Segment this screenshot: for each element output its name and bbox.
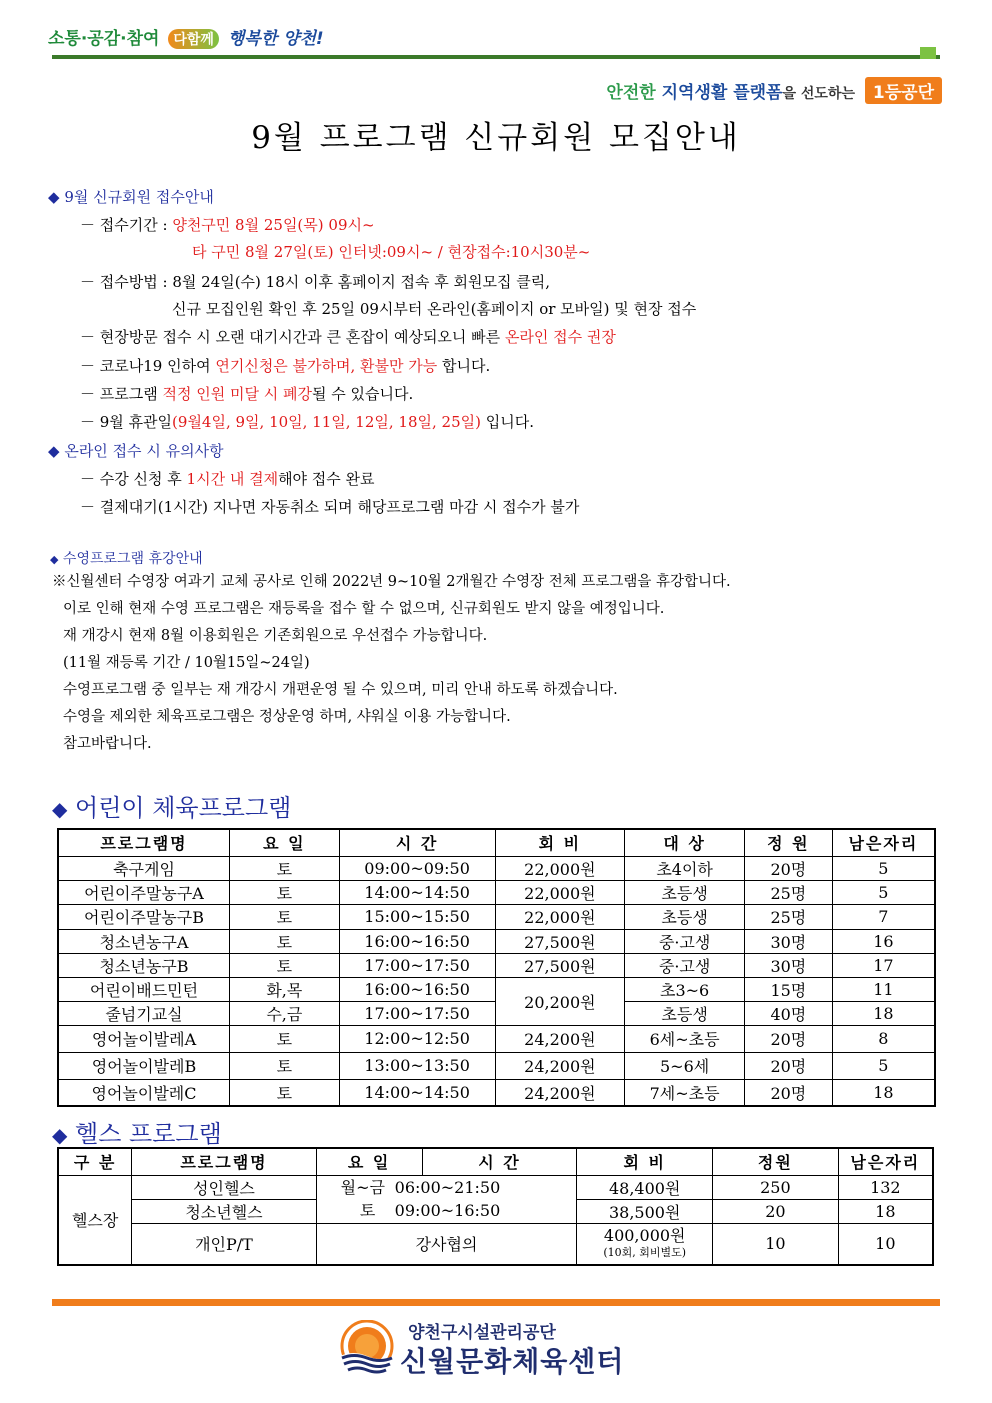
table-row: 어린이주말농구A 토 14:00~14:50 22,000원 초등생 25명 5	[58, 880, 935, 904]
section-1-heading: ◆ 9월 신규회원 접수안내	[48, 188, 214, 206]
header-cell: 요 일	[229, 829, 339, 856]
motto	[606, 77, 942, 104]
header-cell: 정 원	[744, 829, 832, 856]
motto-3: 을 선도하는	[782, 86, 855, 102]
online-line-1: － 수강 신청 후 1시간 내 결제해야 접수 완료	[80, 470, 375, 488]
section-3-heading: ◆ 수영프로그램 휴강안내	[50, 551, 203, 567]
diamond-icon: ◆	[48, 188, 60, 206]
header-cell: 남은자리	[832, 829, 935, 856]
diamond-icon: ◆	[52, 797, 68, 821]
table-row: 줄넘기교실 수,금 17:00~17:50 초등생 40명 18	[58, 1001, 935, 1025]
table-row: 어린이주말농구B 토 15:00~15:50 22,000원 초등생 25명 7	[58, 904, 935, 929]
slogan	[48, 24, 324, 49]
header-cell: 구 분	[58, 1148, 132, 1175]
header-cell: 프로그램명	[58, 829, 229, 856]
motto-badge: 1등공단	[865, 77, 942, 104]
table-row: 헬스장 성인헬스 월~금 06:00~21:50 토 09:00~16:50 48,400원 250 132	[58, 1175, 933, 1199]
swim-line-6: 수영을 제외한 체육프로그램은 정상운영 하며, 샤워실 이용 가능합니다.	[63, 709, 511, 725]
header-cell: 회 비	[577, 1148, 713, 1175]
top-divider	[52, 55, 940, 59]
table-row: 청소년농구B 토 17:00~17:50 27,500원 중·고생 30명 17	[58, 953, 935, 977]
table-row: 개인P/T 강사협의 400,000원 (10회, 회비별도) 10 10	[58, 1223, 933, 1265]
org-name: 양천구시설관리공단	[408, 1323, 556, 1343]
kids-program-heading: ◆ 어린이 체육프로그램	[52, 794, 292, 822]
covid-line: － 코로나19 인하여 연기신청은 불가하며, 환불만 가능 합니다.	[80, 357, 491, 375]
health-program-table	[57, 1147, 934, 1266]
page-title: 9월 프로그램 신규회원 모집안내	[251, 120, 741, 156]
table-row: 축구게임 토 09:00~09:50 22,000원 초4이하 20명 5	[58, 856, 935, 880]
kids-program-table	[57, 828, 936, 1107]
swim-line-5: 수영프로그램 중 일부는 재 개강시 개편운영 될 수 있으며, 미리 안내 하도록 하겠습니다.	[63, 682, 618, 698]
swim-line-2: 이로 인해 현재 수영 프로그램은 재등록을 접수 할 수 없으며, 신규회원도 받지 않을 예정입니다.	[63, 601, 665, 617]
header-cell: 시 간	[339, 829, 495, 856]
closure-line: － 프로그램 적정 인원 미달 시 폐강될 수 있습니다.	[80, 385, 414, 403]
header-cell: 시 간	[422, 1148, 577, 1175]
slogan-left: 소통·공감·참여	[48, 29, 160, 49]
top-divider-accent	[920, 47, 936, 59]
period-line-2: 타 구민 8월 27일(토) 인터넷:09시~ / 현장접수:10시30분~	[192, 243, 591, 261]
motto-2: 지역생활 플랫폼	[661, 83, 783, 103]
table-row: 영어놀이발레C 토 14:00~14:50 24,200원 7세~초등 20명 18	[58, 1079, 935, 1106]
header-cell: 정원	[713, 1148, 839, 1175]
table-row: 어린이배드민턴 화,목 16:00~16:50 20,200원 초3~6 15명 11	[58, 977, 935, 1001]
table-row: 영어놀이발레A 토 12:00~12:50 24,200원 6세~초등 20명 8	[58, 1025, 935, 1052]
center-name: 신월문화체육센터	[400, 1345, 625, 1378]
sun-wave-logo-icon	[338, 1320, 396, 1378]
table-header-row	[58, 1148, 933, 1175]
method-line-1: － 접수방법 : 8월 24일(수) 18시 이후 홈페이지 접속 후 회원모집 클릭,	[80, 273, 550, 291]
diamond-icon: ◆	[48, 442, 60, 460]
slogan-right: 행복한 양천!	[227, 29, 324, 49]
header-cell: 요 일	[316, 1148, 422, 1175]
swim-line-4: (11월 재등록 기간 / 10월15일~24일)	[63, 655, 310, 671]
table-row: 청소년농구A 토 16:00~16:50 27,500원 중·고생 30명 16	[58, 929, 935, 953]
section-2-heading: ◆ 온라인 접수 시 유의사항	[48, 442, 224, 460]
header-cell: 남은자리	[838, 1148, 933, 1175]
header-cell: 회 비	[495, 829, 625, 856]
category-cell: 헬스장	[58, 1175, 132, 1265]
period-line-1: － 접수기간 : 양천구민 8월 25일(목) 09시~	[80, 216, 375, 234]
holiday-line: － 9월 휴관일(9월4일, 9일, 10일, 11일, 12일, 18일, 25일) 입니다.	[80, 413, 534, 431]
table-header-row	[58, 829, 935, 856]
online-line-2: － 결제대기(1시간) 지나면 자동취소 되며 해당프로그램 마감 시 접수가 불가	[80, 498, 580, 516]
schedule-cell: 월~금 06:00~21:50 토 09:00~16:50	[316, 1175, 577, 1223]
table-row: 영어놀이발레B 토 13:00~13:50 24,200원 5~6세 20명 5	[58, 1052, 935, 1079]
diamond-icon: ◆	[50, 553, 59, 566]
swim-line-1: ※신월센터 수영장 여과기 교체 공사로 인해 2022년 9~10월 2개월간 수영장 전체 프로그램을 휴강합니다.	[52, 574, 731, 590]
bottom-divider	[52, 1299, 940, 1306]
swim-line-3: 재 개강시 현재 8월 이용회원은 기존회원으로 우선접수 가능합니다.	[63, 628, 488, 644]
visit-line: － 현장방문 접수 시 오랜 대기시간과 큰 혼잡이 예상되오니 빠른 온라인 접수 권장	[80, 328, 616, 346]
header-cell: 프로그램명	[132, 1148, 316, 1175]
motto-1: 안전한	[606, 83, 656, 103]
swim-line-7: 참고바랍니다.	[63, 736, 152, 752]
method-line-2: 신규 모집인원 확인 후 25일 09시부터 온라인(홈페이지 or 모바일) 및 현장 접수	[172, 300, 697, 318]
table-row: 청소년헬스 38,500원 20 18	[58, 1199, 933, 1223]
health-program-heading: ◆ 헬스 프로그램	[52, 1120, 222, 1148]
diamond-icon: ◆	[52, 1123, 68, 1147]
header-cell: 대 상	[625, 829, 745, 856]
slogan-mid: 다함께	[168, 29, 219, 49]
